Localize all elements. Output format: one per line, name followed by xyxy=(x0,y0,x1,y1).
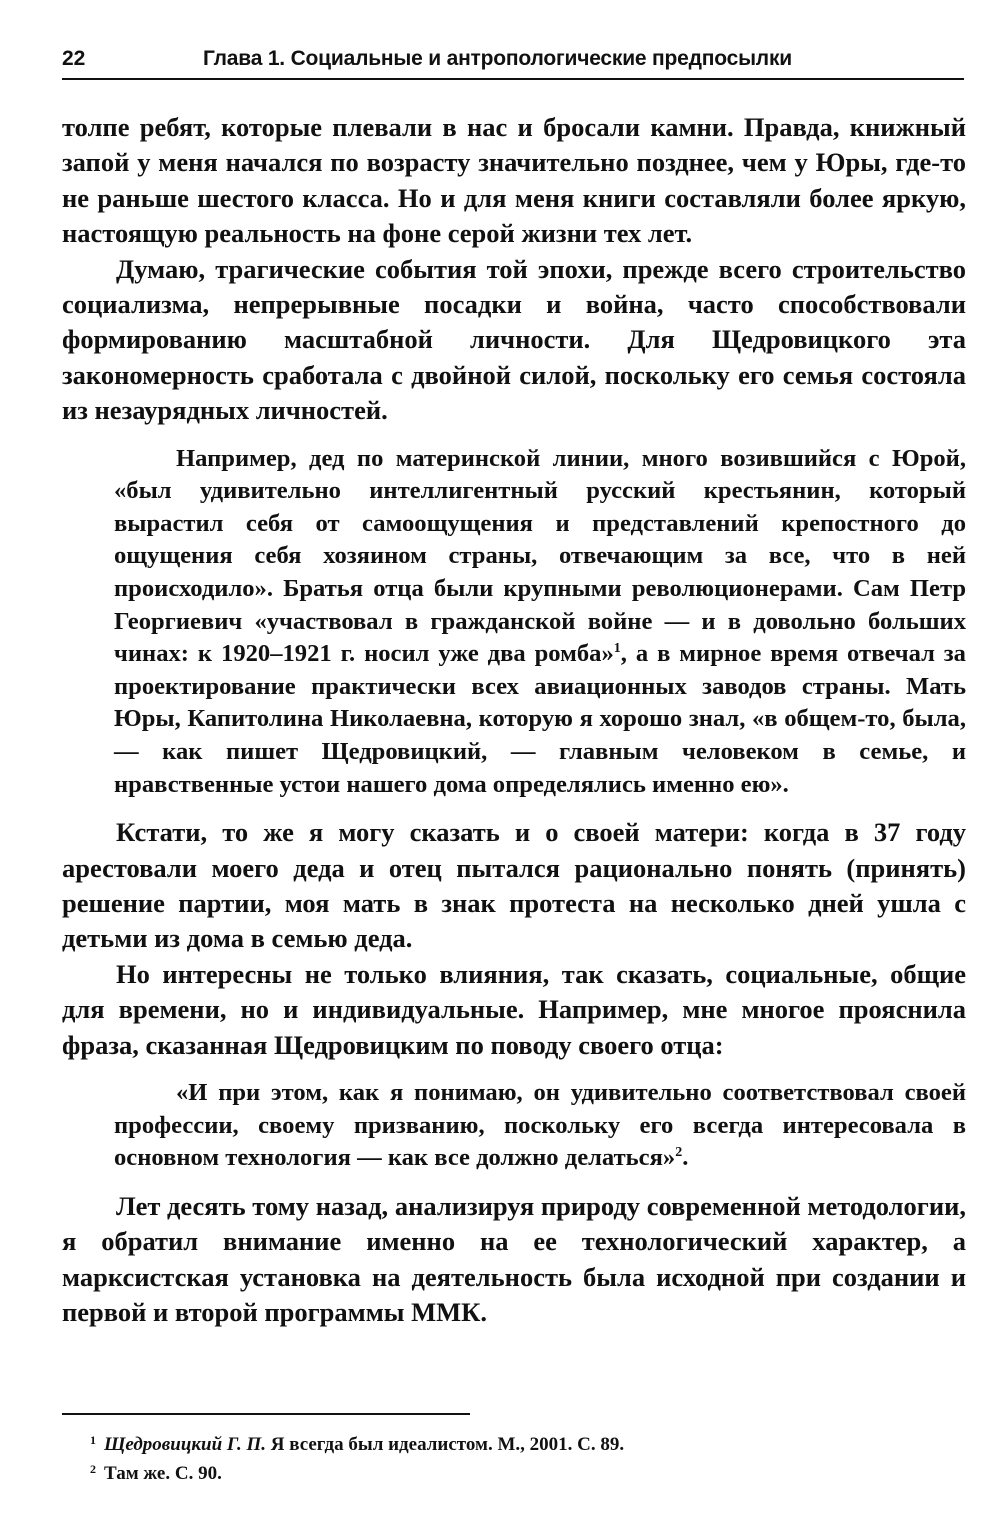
footnote-1 xyxy=(90,1430,964,1459)
footnote-2 xyxy=(90,1459,964,1488)
block-quote-1 xyxy=(114,443,966,802)
footnote-ref-2: 2 xyxy=(675,1145,683,1161)
footnote-ref-1: 1 xyxy=(613,641,621,657)
footnote-2-text: Там же. С. 90. xyxy=(104,1463,222,1484)
quote-1-part-b: , а в мирное время отвечал за проектирование практически всех авиационных заводов страны. Мать Юры, Капитолина Николаевна, которую я хорошо знал, «в общем-то, была, — как пишет Щедровицкий, — главным человеком в семье, и нравственные устои нашего дома определялись именно ею». xyxy=(114,640,966,798)
footnote-1-author: Щедровицкий Г. П. xyxy=(104,1434,266,1455)
block-quote-2 xyxy=(114,1077,966,1175)
footnote-2-mark: 2 xyxy=(90,1462,96,1476)
page-header xyxy=(62,42,964,80)
block-quote-2-text xyxy=(114,1077,966,1175)
footnote-divider xyxy=(62,1413,470,1415)
paragraph-3: Кстати, то же я могу сказать и о своей матери: когда в 37 году арестовали моего деда и отец пытался рационально понять (принять) решение партии, моя мать в знак протеста на несколько дней ушла с детьми из дома в семью деда. xyxy=(62,817,966,954)
page-number: 22 xyxy=(62,47,86,70)
running-title: Глава 1. Социальные и антропологические предпосылки xyxy=(203,47,792,70)
footnote-1-mark: 1 xyxy=(90,1433,96,1447)
block-quote-1-text xyxy=(114,443,966,802)
main-text xyxy=(62,110,966,1330)
footnote-1-text: Я всегда был идеалистом. М., 2001. С. 89. xyxy=(266,1434,625,1455)
paragraph-1: толпе ребят, которые плевали в нас и бросали камни. Правда, книжный запой у меня начался по возрасту значительно позднее, чем у Юры, где-то не раньше шестого класса. Но и для меня книги составляли более яркую, настоящую реальность на фоне серой жизни тех лет. xyxy=(62,112,966,249)
paragraph-5: Лет десять тому назад, анализируя природу современной методологии, я обратил внимание именно на ее технологический характер, а марксистская установка на деятельность была исходной при создании и первой и второй программы ММК. xyxy=(62,1190,966,1328)
quote-2-end: . xyxy=(682,1144,689,1172)
quote-1-part-a: Например, дед по материнской линии, много возившийся с Юрой, «был удивительно интеллигентный русский крестьянин, который вырастил себя от самоощущения и представлений крепостного до ощущения себя хозяином страны, отвечающим за все, что в ней происходило». Братья отца были крупными революционерами. Сам Петр Георгиевич «участвовал в гражданской войне — и в довольно больших чинах: к 1920–1921 г. носил уже два ромба» xyxy=(114,444,966,668)
paragraph-4: Но интересны не только влияния, так сказать, социальные, общие для времени, но и индивидуальные. Например, мне многое прояснила фраза, сказанная Щедровицким по поводу своего отца: xyxy=(62,958,966,1060)
footnotes xyxy=(90,1430,964,1488)
quote-2-text: «И при этом, как я понимаю, он удивительно соответствовал своей профессии, своему призванию, поскольку его всегда интересовала в основном технология — как все должно делаться» xyxy=(114,1079,966,1172)
paragraph-2: Думаю, трагические события той эпохи, прежде всего строительство социализма, непрерывные посадки и война, часто способствовали формированию масштабной личности. Для Щедровицкого эта закономерность сработала с двойной силой, поскольку его семья состояла из незаурядных личностей. xyxy=(62,253,966,426)
